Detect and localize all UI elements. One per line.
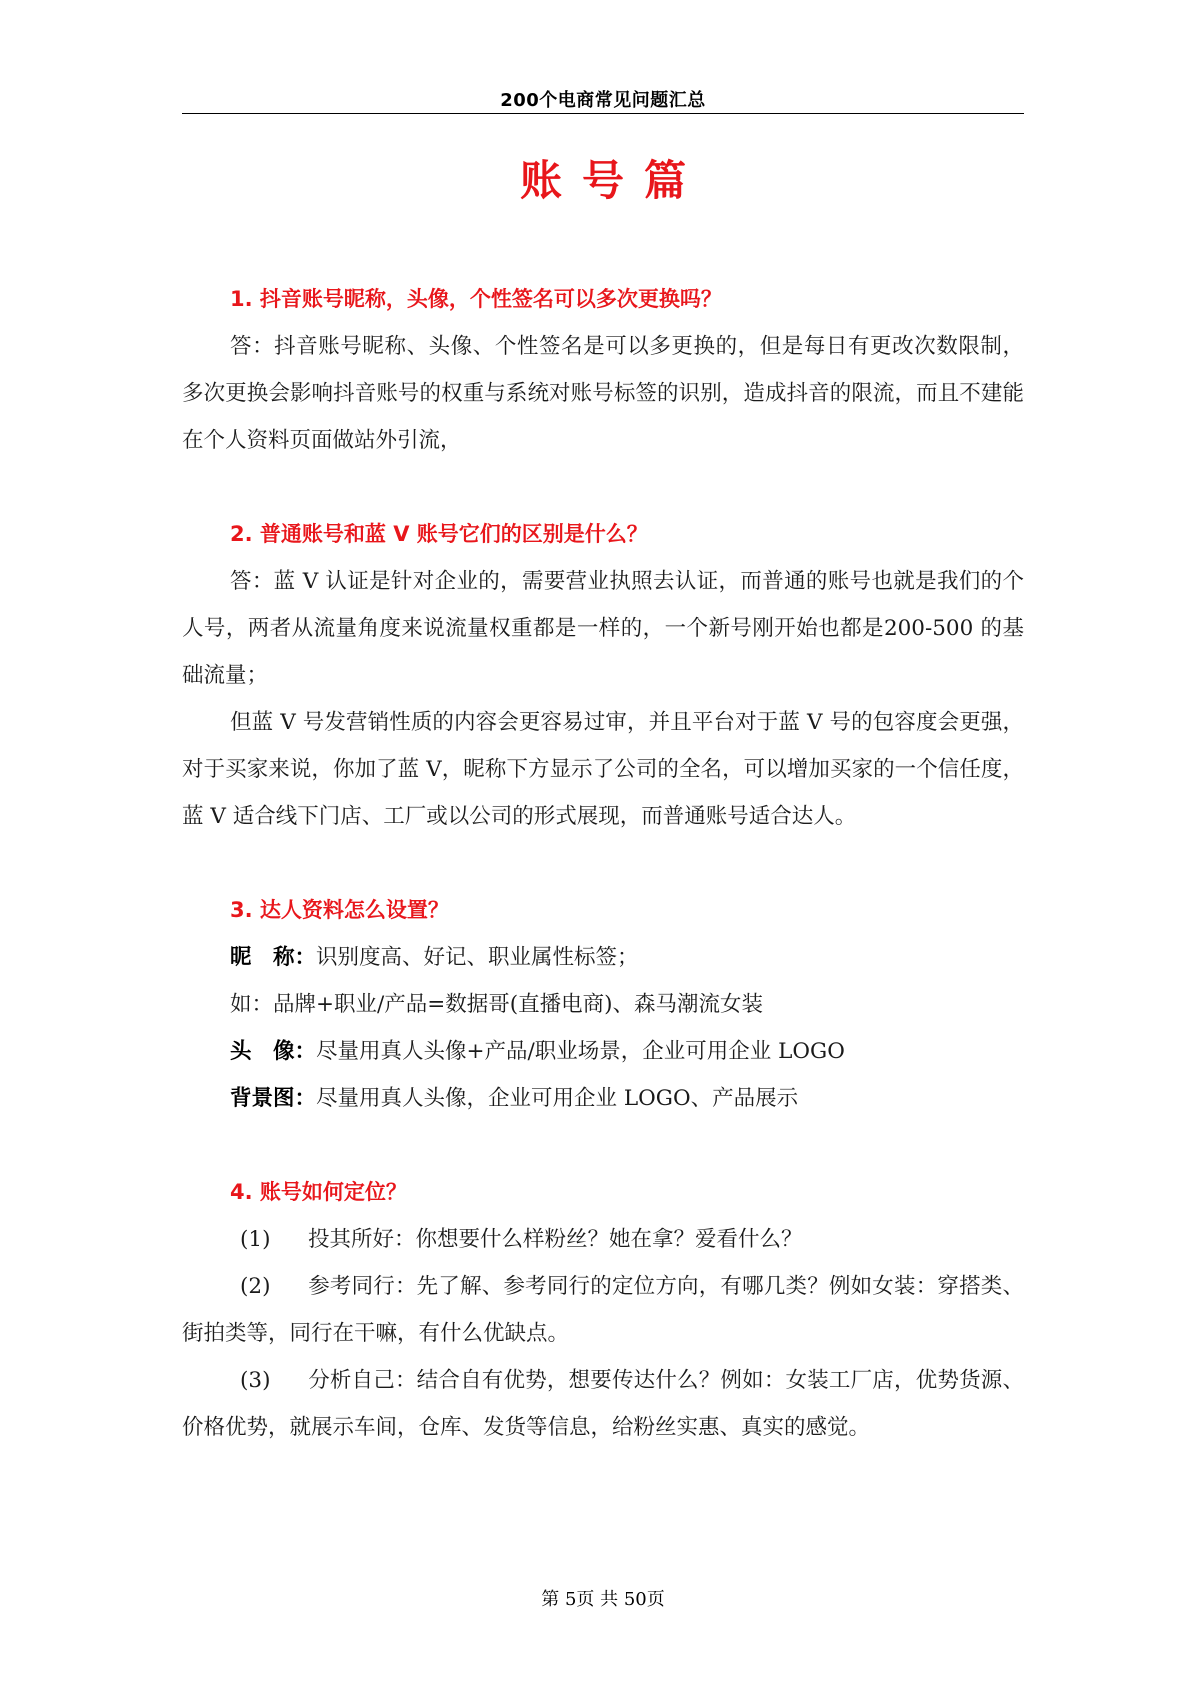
answer-paragraph: 但蓝 V 号发营销性质的内容会更容易过审，并且平台对于蓝 V 号的包容度会更强，对于买家来说，你加了蓝 V，昵称下方显示了公司的全名，可以增加买家的一个信任度，蓝 V 适合线下门店、工厂或以公司的形式展现，而普通账号适合达人。 — [182, 710, 1024, 829]
content — [182, 276, 1024, 1451]
profile-item-text: 如：品牌+职业/产品=数据哥(直播电商)、森马潮流女装 — [230, 992, 764, 1017]
profile-item-text: 尽量用真人头像，企业可用企业 LOGO、产品展示 — [316, 1086, 799, 1111]
section-spacer — [182, 1122, 1024, 1169]
profile-item-label: 背景图 — [230, 1086, 295, 1111]
profile-item — [182, 981, 1024, 1028]
question-heading: 4. 账号如何定位？ — [230, 1180, 407, 1204]
document-page — [182, 0, 1024, 1698]
list-item-text: 投其所好：你想要什么样粉丝？她在拿？爱看什么？ — [308, 1227, 803, 1252]
section-spacer — [182, 840, 1024, 887]
list-item — [182, 1357, 1024, 1451]
profile-item-label: 头 像 — [230, 1039, 295, 1064]
profile-item-separator: ： — [294, 1039, 317, 1064]
running-header: 200个电商常见问题汇总 — [500, 90, 706, 111]
profile-item — [182, 934, 1024, 981]
profile-item — [182, 1075, 1024, 1122]
chapter-title: 账号篇 — [519, 156, 706, 205]
page-footer: 第 5页 共 50页 — [541, 1589, 665, 1610]
question-heading: 1. 抖音账号昵称，头像，个性签名可以多次更换吗？ — [230, 287, 722, 311]
list-item — [182, 1263, 1024, 1357]
list-item — [182, 1216, 1024, 1263]
profile-item-separator: ： — [294, 945, 317, 970]
list-item-number: (3) — [240, 1368, 271, 1393]
list-item-number: (2) — [240, 1274, 271, 1299]
header-rule — [182, 113, 1024, 114]
answer-paragraph: 答：蓝 V 认证是针对企业的，需要营业执照去认证，而普通的账号也就是我们的个人号，两者从流量角度来说流量权重都是一样的，一个新号刚开始也都是200-500 的基础流量； — [182, 569, 1024, 688]
section-spacer — [182, 464, 1024, 511]
profile-item-text: 尽量用真人头像+产品/职业场景，企业可用企业 LOGO — [316, 1039, 845, 1064]
question-heading: 3. 达人资料怎么设置？ — [230, 898, 449, 922]
profile-item — [182, 1028, 1024, 1075]
profile-item-label: 昵 称 — [230, 945, 295, 970]
question-heading: 2. 普通账号和蓝 V 账号它们的区别是什么？ — [230, 522, 648, 546]
list-item-text: 参考同行：先了解、参考同行的定位方向，有哪几类？例如女装：穿搭类、街拍类等，同行在干嘛，有什么优缺点。 — [182, 1274, 1024, 1346]
profile-item-text: 识别度高、好记、职业属性标签； — [316, 945, 639, 970]
list-item-text: 分析自己：结合自有优势，想要传达什么？例如：女装工厂店，优势货源、价格优势，就展示车间，仓库、发货等信息，给粉丝实惠、真实的感觉。 — [182, 1368, 1024, 1440]
answer-paragraph: 答：抖音账号昵称、头像、个性签名是可以多更换的，但是每日有更改次数限制，多次更换会影响抖音账号的权重与系统对账号标签的识别，造成抖音的限流，而且不建能在个人资料页面做站外引流， — [182, 334, 1024, 453]
list-item-number: (1) — [240, 1227, 271, 1252]
profile-item-separator: ： — [294, 1086, 317, 1111]
